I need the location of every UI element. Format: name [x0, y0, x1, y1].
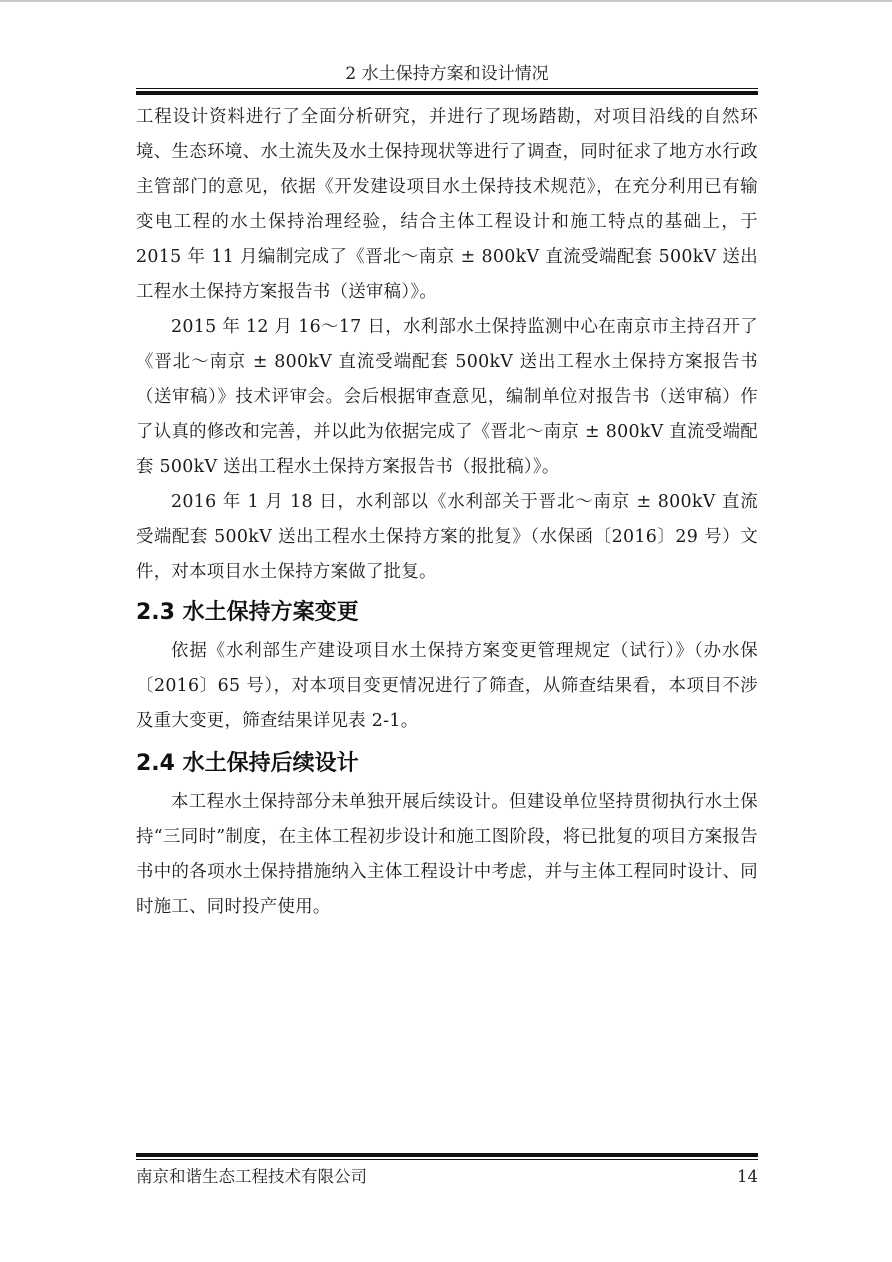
paragraph-design-basis: 工程设计资料进行了全面分析研究，并进行了现场踏勘，对项目沿线的自然环境、生态环境、水土流失及水土保持现状等进行了调查，同时征求了地方水行政主管部门的意见，依据《开发建设项目水土保持技术规范》，在充分利用已有输变电工程的水土保持治理经验，结合主体工程设计和施工特点的基础上，于 2015 年 11 月编制完成了《晋北～南京 ± 800kV 直流受端配套 500kV 送出工程水土保持方案报告书（送审稿）》。 [136, 107, 758, 302]
paragraph-plan-change: 依据《水利部生产建设项目水土保持方案变更管理规定（试行）》（办水保〔2016〕65 号），对本项目变更情况进行了筛查，从筛查结果看，本项目不涉及重大变更，筛查结果详见表 2-1。 [136, 641, 758, 731]
paragraph-approval: 2016 年 1 月 18 日，水利部以《水利部关于晋北～南京 ± 800kV 直流受端配套 500kV 送出工程水土保持方案的批复》（水保函〔2016〕29 号）文件，对本项目水土保持方案做了批复。 [136, 492, 758, 582]
footer-rule-thick [136, 1153, 758, 1157]
page-top-border [0, 0, 892, 2]
section-heading-2-4: 2.4 水土保持后续设计 [136, 751, 359, 776]
document-body [136, 100, 758, 925]
footer-page-number: 14 [737, 1167, 758, 1186]
paragraph-review-meeting: 2015 年 12 月 16～17 日，水利部水土保持监测中心在南京市主持召开了《晋北～南京 ± 800kV 直流受端配套 500kV 送出工程水土保持方案报告书（送审稿）》技术评审会。会后根据审查意见，编制单位对报告书（送审稿）作了认真的修改和完善，并以此为依据完成了《晋北～南京 ± 800kV 直流受端配套 500kV 送出工程水土保持方案报告书（报批稿）》。 [136, 317, 758, 477]
paragraph-follow-up-design: 本工程水土保持部分未单独开展后续设计。但建设单位坚持贯彻执行水土保持“三同时”制度，在主体工程初步设计和施工图阶段，将已批复的项目方案报告书中的各项水土保持措施纳入主体工程设计中考虑，并与主体工程同时设计、同时施工、同时投产使用。 [136, 792, 758, 917]
footer-company-name: 南京和谐生态工程技术有限公司 [136, 1167, 367, 1186]
header-rule-thick [136, 91, 758, 95]
section-heading-2-3: 2.3 水土保持方案变更 [136, 600, 359, 625]
header-rule-thin [136, 88, 758, 89]
footer-rule-thin [136, 1159, 758, 1160]
page-header-title: 2 水土保持方案和设计情况 [345, 64, 549, 84]
